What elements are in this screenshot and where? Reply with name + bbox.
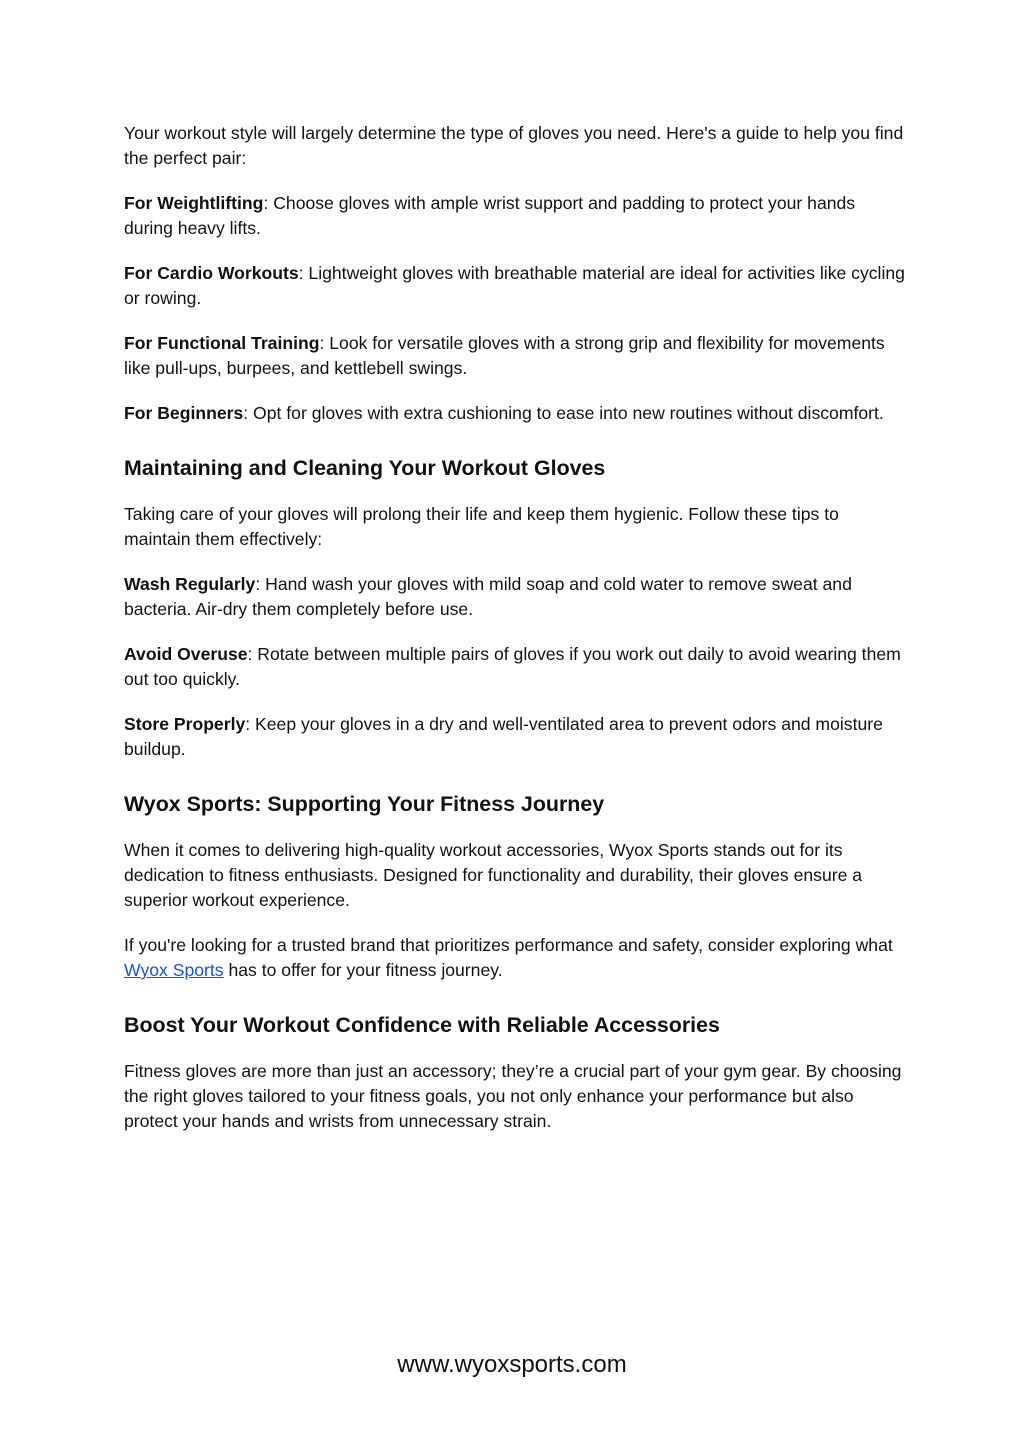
- workout-type-text: : Choose gloves with ample wrist support and padding to protect your hands during heavy lifts.: [124, 193, 856, 238]
- wyox-heading: Wyox Sports: Supporting Your Fitness Journey: [124, 792, 605, 816]
- tip-text: : Rotate between multiple pairs of gloves if you work out daily to avoid wearing them out too quickly.: [124, 644, 901, 689]
- workout-type-text: : Opt for gloves with extra cushioning to ease into new routines without discomfort.: [243, 403, 884, 423]
- maintenance-heading: Maintaining and Cleaning Your Workout Gloves: [124, 456, 606, 480]
- wyox-paragraph-2-end: has to offer for your fitness journey.: [223, 960, 503, 980]
- workout-type-label: For Cardio Workouts: [124, 263, 299, 283]
- tip-store-properly: [124, 712, 906, 762]
- confidence-heading: Boost Your Workout Confidence with Reliable Accessories: [124, 1013, 720, 1037]
- footer-url: www.wyoxsports.com: [397, 1351, 627, 1378]
- tip-label: Wash Regularly: [124, 574, 256, 594]
- workout-type-text: : Lightweight gloves with breathable material are ideal for activities like cycling or rowing.: [124, 263, 905, 308]
- tip-label: Avoid Overuse: [124, 644, 248, 664]
- tip-text: : Keep your gloves in a dry and well-ventilated area to prevent odors and moisture buildup.: [124, 714, 883, 759]
- wyox-paragraph-2-start: If you're looking for a trusted brand that prioritizes performance and safety, consider exploring what: [124, 935, 893, 955]
- workout-type-label: For Functional Training: [124, 333, 320, 353]
- tip-avoid-overuse: [124, 642, 906, 692]
- workout-type-text: : Look for versatile gloves with a strong grip and flexibility for movements like pull-ups, burpees, and kettlebell swings.: [124, 333, 885, 378]
- wyox-paragraph-2: [124, 933, 906, 983]
- workout-type-weightlifting: [124, 191, 906, 241]
- confidence-paragraph: Fitness gloves are more than just an accessory; they’re a crucial part of your gym gear. By choosing the right gloves tailored to your fitness goals, you not only enhance your performance but also protect your hands and wrists from unnecessary strain.: [124, 1061, 902, 1131]
- wyox-sports-link[interactable]: Wyox Sports: [124, 960, 224, 980]
- workout-type-functional: [124, 331, 906, 381]
- tip-label: Store Properly: [124, 714, 246, 734]
- tip-wash-regularly: [124, 572, 906, 622]
- wyox-paragraph-1: When it comes to delivering high-quality workout accessories, Wyox Sports stands out for its dedication to fitness enthusiasts. Designed for functionality and durability, their gloves ensure a superior workout experience.: [124, 840, 863, 910]
- intro-paragraph: Your workout style will largely determine the type of gloves you need. Here's a guide to help you find the perfect pair:: [124, 123, 904, 168]
- workout-type-label: For Beginners: [124, 403, 244, 423]
- workout-type-label: For Weightlifting: [124, 193, 264, 213]
- document-body: [124, 121, 906, 1154]
- workout-type-beginners: [124, 401, 906, 426]
- workout-type-cardio: [124, 261, 906, 311]
- maintenance-intro: Taking care of your gloves will prolong their life and keep them hygienic. Follow these tips to maintain them effectively:: [124, 504, 839, 549]
- tip-text: : Hand wash your gloves with mild soap and cold water to remove sweat and bacteria. Air-dry them completely before use.: [124, 574, 852, 619]
